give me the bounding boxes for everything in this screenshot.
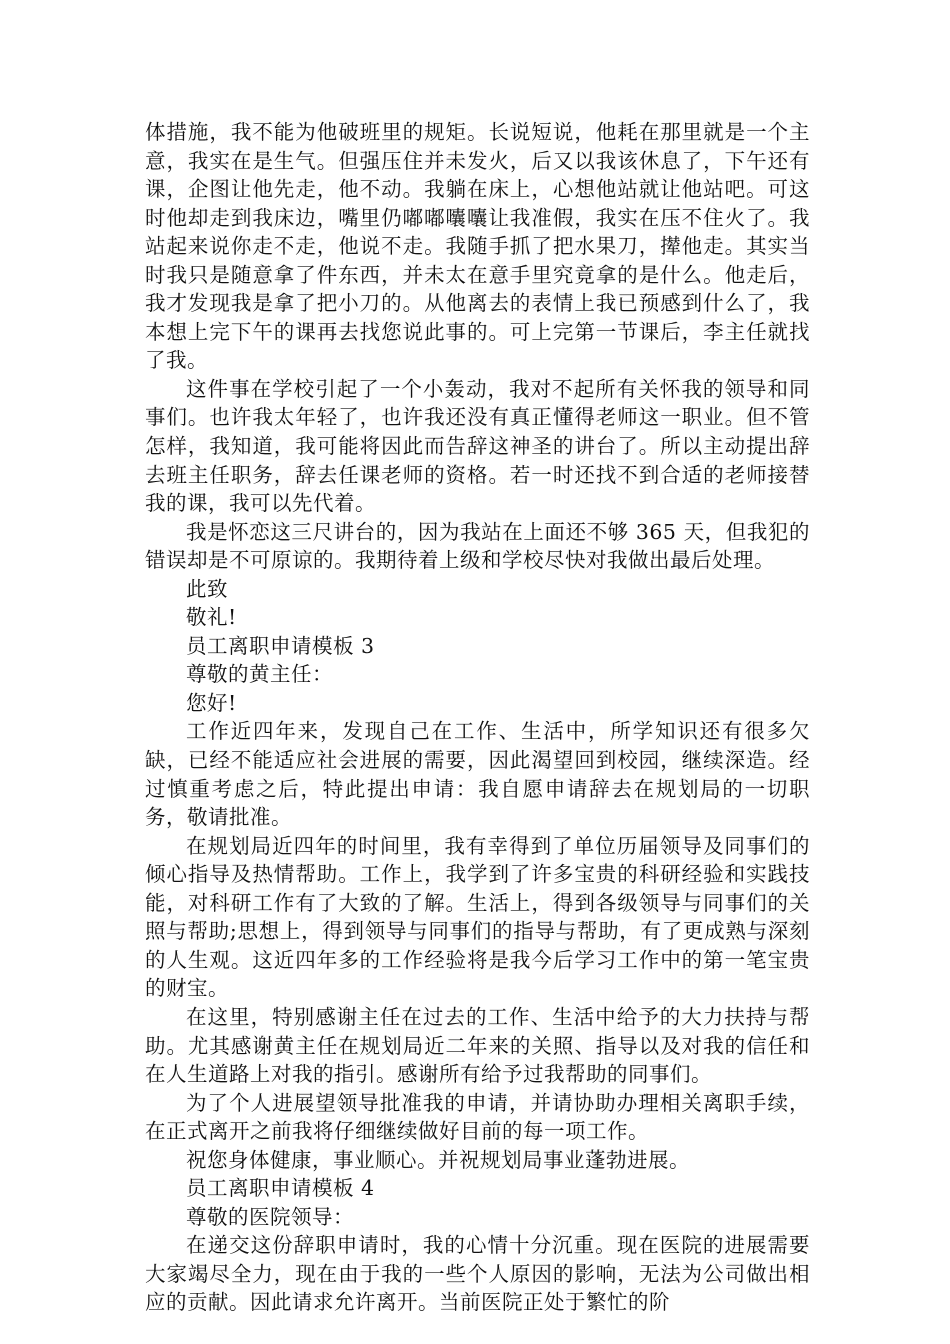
well-wishes: 祝您身体健康，事业顺心。并祝规划局事业蓬勃进展。 <box>186 1147 690 1172</box>
paragraph-7: 为了个人进展望领导批准我的申请，并请协助办理相关离职手续，在正式离开之前我将仔细继续做好目前的每一项工作。 <box>145 1090 810 1144</box>
section-heading-4: 员工离职申请模板 4 <box>186 1176 375 1201</box>
greeting-hospital: 尊敬的医院领导： <box>186 1204 354 1229</box>
paragraph-5: 在规划局近四年的时间里，我有幸得到了单位历届领导及同事们的倾心指导及热情帮助。工作上，我学到了许多宝贵的科研经验和实践技能，对科研工作有了大致的了解。生活上，得到各级领导与同事们的关照与帮助;思想上，得到领导与同事们的指导与帮助，有了更成熟与深刻的人生观。这近四年多的工作经验将是我今后学习工作中的第一笔宝贵的财宝。 <box>145 833 810 1001</box>
greeting-hello: 您好! <box>186 690 237 715</box>
paragraph-6: 在这里，特别感谢主任在过去的工作、生活中给予的大力扶持与帮助。尤其感谢黄主任在规划局近二年来的关照、指导以及对我的信任和在人生道路上对我的指引。感谢所有给予过我帮助的同事们。 <box>145 1004 810 1087</box>
document-page <box>145 118 810 1317</box>
paragraph-8: 在递交这份辞职申请时，我的心情十分沉重。现在医院的进展需要大家竭尽全力，现在由于我的一些个人原因的影响，无法为公司做出相应的贡献。因此请求允许离开。当前医院正处于繁忙的阶 <box>145 1233 810 1315</box>
paragraph-3: 我是怀恋这三尺讲台的，因为我站在上面还不够 365 天，但我犯的错误却是不可原谅的。我期待着上级和学校尽快对我做出最后处理。 <box>145 519 810 573</box>
greeting-recipient: 尊敬的黄主任： <box>186 662 333 687</box>
section-heading-3: 员工离职申请模板 3 <box>186 633 375 658</box>
paragraph-4: 工作近四年来，发现自己在工作、生活中，所学知识还有很多欠缺，已经不能适应社会进展的需要，因此渴望回到校园，继续深造。经过慎重考虑之后，特此提出申请：我自愿申请辞去在规划局的一切职务，敬请批准。 <box>145 719 810 830</box>
closing-salutation: 此致 <box>186 576 228 601</box>
paragraph-1: 体措施，我不能为他破班里的规矩。长说短说，他耗在那里就是一个主意，我实在是生气。但强压住并未发火，后又以我该休息了，下午还有课，企图让他先走，他不动。我躺在床上，心想他站就让他站吧。可这时他却走到我床边，嘴里仍嘟嘟囔囔让我准假，我实在压不住火了。我站起来说你走不走，他说不走。我随手抓了把水果刀，撵他走。其实当时我只是随意拿了件东西，并未太在意手里究竟拿的是什么。他走后，我才发现我是拿了把小刀的。从他离去的表情上我已预感到什么了，我本想上完下午的课再去找您说此事的。可上完第一节课后，李主任就找了我。 <box>145 120 810 373</box>
paragraph-2: 这件事在学校引起了一个小轰动，我对不起所有关怀我的领导和同事们。也许我太年轻了，也许我还没有真正懂得老师这一职业。但不管怎样，我知道，我可能将因此而告辞这神圣的讲台了。所以主动提出辞去班主任职务，辞去任课老师的资格。若一时还找不到合适的老师接替我的课，我可以先代着。 <box>145 376 810 516</box>
closing-regards: 敬礼! <box>186 605 237 630</box>
